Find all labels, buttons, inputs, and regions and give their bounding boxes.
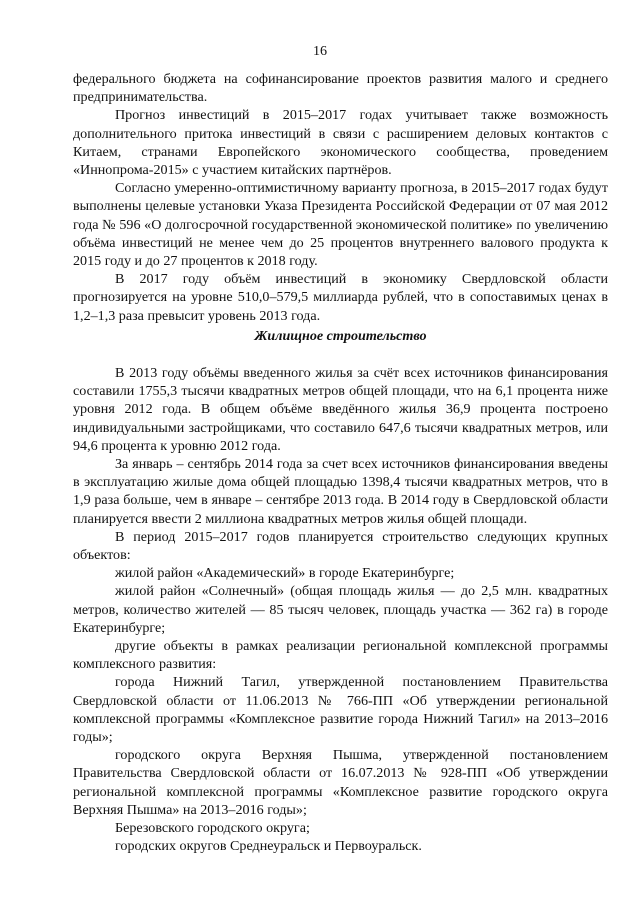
list-item: Березовского городского округа; [115, 820, 310, 837]
list-item: жилой район «Солнечный» (общая площадь жилья — до 2,5 млн. квадратных метров, количество жителей — 85 тысяч человек, площадь участка — 362 га) в городе Екатеринбурге; [73, 583, 608, 636]
paragraph: В 2017 году объём инвестиций в экономику Свердловской области прогнозируется на уровне 510,0–579,5 миллиарда рублей, что в сопоставимых ценах в 1,2–1,3 раза превысит уровень 2013 года. [73, 271, 608, 324]
list-item: города Нижний Тагил, утвержденной постановлением Правительства Свердловской области от 11.06.2013 № 766-ПП «Об утверждении региональной комплексной программы «Комплексное развитие города Нижний Тагил» на 2013–2016 годы»; [73, 674, 608, 746]
paragraph: федерального бюджета на софинансирование проектов развития малого и среднего предпринимательства. [73, 71, 608, 106]
paragraph: В 2013 году объёмы введенного жилья за счёт всех источников финансирования составили 1755,3 тысячи квадратных метров общей площади, что на 6,1 процента ниже уровня 2012 года. В общем объёме введённого жилья 36,9 процента построено индивидуальными застройщиками, что составило 647,6 тысячи квадратных метров, или 94,6 процента к уровню 2012 года. [73, 365, 608, 454]
list-item: городского округа Верхняя Пышма, утвержденной постановлением Правительства Свердловской области от 16.07.2013 № 928-ПП «Об утверждении региональной комплексной программы «Комплексное развитие городского округа Верхняя Пышма» на 2013–2016 годы»; [73, 747, 608, 818]
section-housing [73, 364, 608, 855]
page-number: 16 [312, 43, 328, 59]
list-item: жилой район «Академический» в городе Екатеринбурге; [115, 565, 455, 582]
section-investments [73, 70, 608, 325]
paragraph: В период 2015–2017 годов планируется строительство следующих крупных объектов: [73, 528, 608, 564]
paragraph: Прогноз инвестиций в 2015–2017 годах учитывает также возможность дополнительного притока инвестиций в связи с расширением деловых контактов с Китаем, странами Европейского экономического сообщества, проведением «Иннопрома-2015» с участием китайских партнёров. [73, 107, 608, 179]
paragraph: За январь – сентябрь 2014 года за счет всех источников финансирования введены в эксплуатацию жилые дома общей площадью 1398,4 тысячи квадратных метров, что в 1,9 раза больше, чем в январе – сентябре 2013 года. В 2014 году в Свердловской области планируется ввести 2 миллиона квадратных метров жилья общей площади. [73, 456, 608, 527]
list-item: городских округов Среднеуральск и Первоуральск. [115, 838, 422, 855]
paragraph: Согласно умеренно-оптимистичному варианту прогноза, в 2015–2017 годах будут выполнены целевые установки Указа Президента Российской Федерации от 07 мая 2012 года № 596 «О долгосрочной государственной экономической политике» по увеличению объёма инвестиций не менее чем до 25 процентов внутреннего валового продукта к 2015 году и до 27 процентов к 2018 году. [73, 180, 608, 270]
section-heading: Жилищное строительство [254, 328, 427, 344]
paragraph: другие объекты в рамках реализации региональной комплексной программы комплексного развития: [73, 638, 608, 673]
